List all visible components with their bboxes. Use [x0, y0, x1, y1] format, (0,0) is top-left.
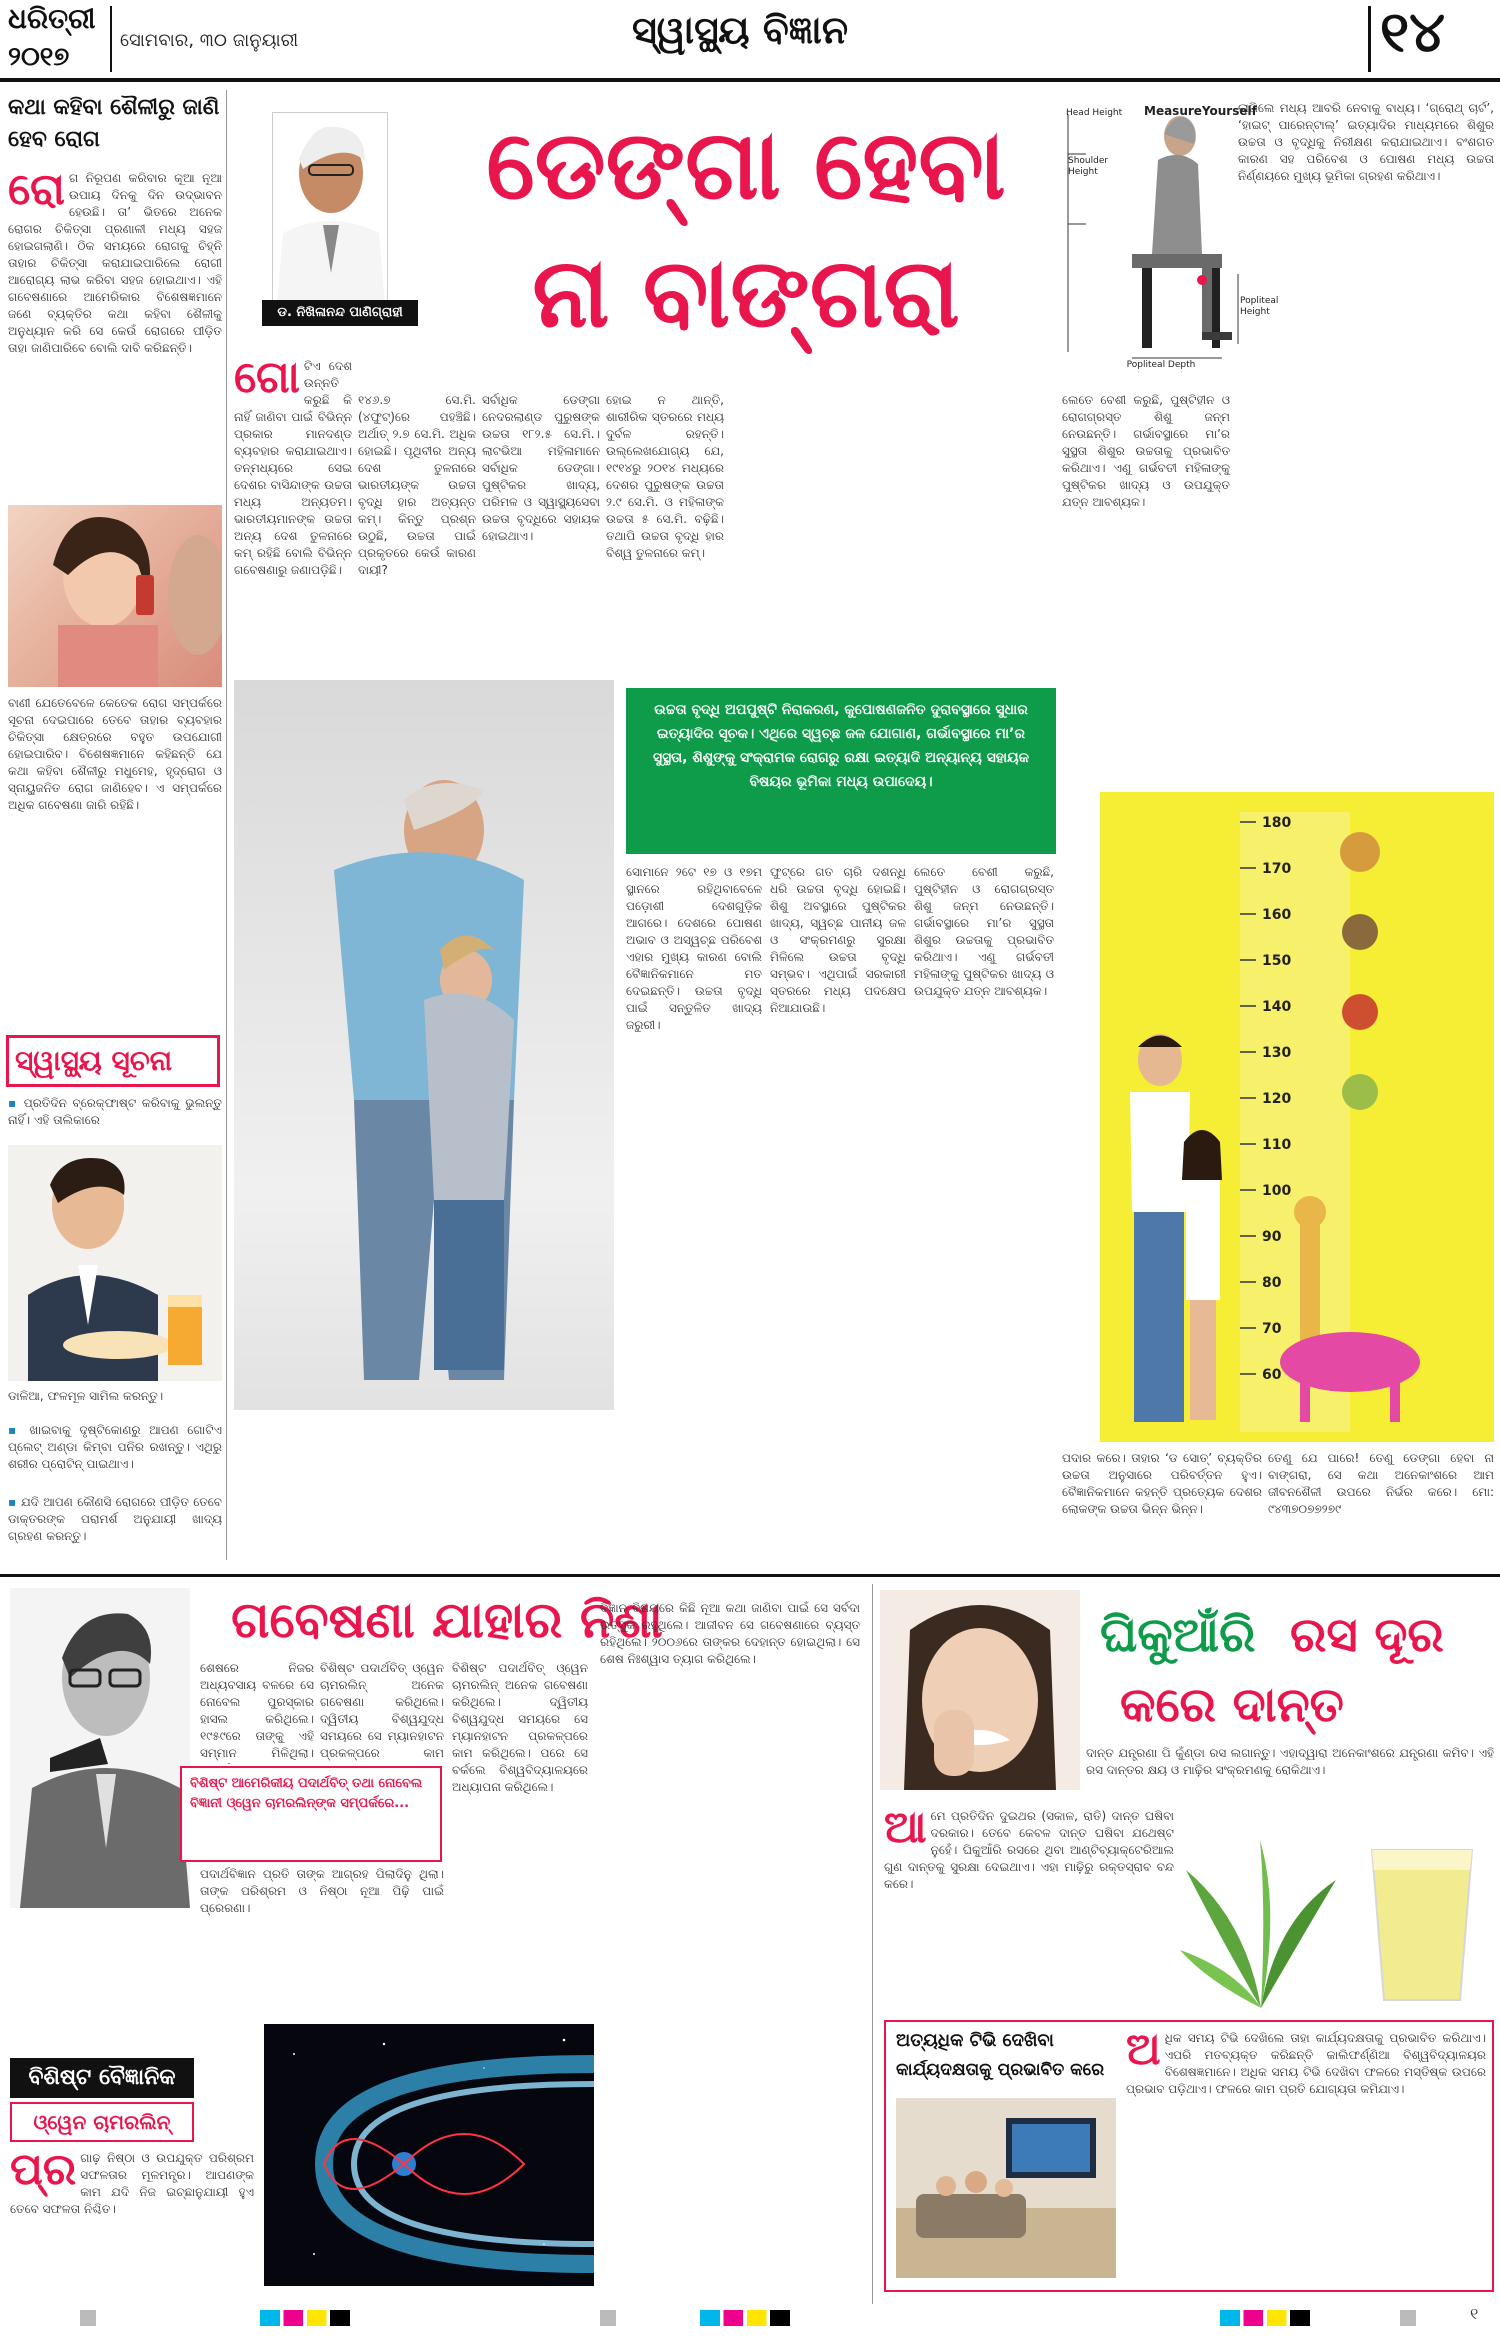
aloe-headline-green: ଘିକୁଆଁରି	[1100, 1607, 1256, 1663]
main-col-5: ଲେତେ ବେଶୀ କରୁଛି, ପୁଷ୍ଟିହୀନ ଓ ରୋଗଗ୍ରସ୍ତ ଶିଶୁ ଜନ୍ମ ନେଉଛନ୍ତି। ଗର୍ଭାବସ୍ଥାରେ ମା’ର ସୁସ୍ଥତା ଶିଶୁର ଉଚ୍ଚତାକୁ ପ୍ରଭାବିତ କରିଥାଏ। ଏଣୁ ଗର୍ଭବତୀ ମହିଳାଙ୍କୁ ପୁଷ୍ଟିକର ଖାଦ୍ୟ ଓ ଉପଯୁକ୍ତ ଯତ୍ନ ଆବଶ୍ୟକ।	[1062, 393, 1230, 509]
couple-hug-image	[234, 680, 614, 1410]
issue-date: ସୋମବାର, ୩୦ ଜାନୁୟାରୀ	[120, 30, 299, 51]
main-col-6: ଲାଗିଲେ ମଧ୍ୟ ଆବରି ନେବାକୁ ବାଧ୍ୟ। ‘ଗ୍ରୋଥ୍ ଚାର୍ଟ’, ‘ହାଇଟ୍ ପାରେନ୍ଟାଲ୍’ ଇତ୍ୟାଦିର ମାଧ୍ୟମରେ ଶିଶୁର ଉଚ୍ଚତା ଓ ବୃଦ୍ଧିକୁ ନିରୀକ୍ଷଣ କରାଯାଇଥାଏ। ବଂଶଗତ କାରଣ ସହ ପରିବେଶ ଓ ପୋଷଣ ମଧ୍ୟ ଉଚ୍ଚତା ନିର୍ଣ୍ଣୟରେ ମୁଖ୍ୟ ଭୂମିକା ଗ୍ରହଣ କରିଥାଏ।	[1238, 101, 1494, 183]
color-swatch-left	[260, 2310, 350, 2326]
growth-chart-image	[1100, 792, 1494, 1442]
main-dropcap: ଗୋ	[234, 358, 300, 403]
main-col-2: ୧୪୬.୭ ସେ.ମି.(୪ଫୁଟ୍)ରେ ପହଞ୍ଚିଛି। ଅର୍ଥାତ୍ ୨.୭ ସେ.ମି. ଅଧିକ ହୋଇଛି। ପୃଥିବୀର ଅନ୍ୟ ଦେଶ ତୁଳନାରେ ଭାରତୀୟଙ୍କ ଉଚ୍ଚତା ବୃଦ୍ଧି ହାର ଅତ୍ୟନ୍ତ କମ୍। କିନ୍ତୁ ପ୍ରଶ୍ନ ଉଠୁଛି, ଉଚ୍ଚତା ପାଇଁ ପ୍ରକୃତରେ କେଉଁ କାରଣ ଦାୟୀ?	[358, 393, 476, 577]
ruler-tick-label: 100	[1262, 1183, 1292, 1199]
aloe-headline-red2: କରେ ଦାନ୍ତ	[1120, 1677, 1344, 1733]
callout-text: ଉଚ୍ଚତା ବୃଦ୍ଧି ଅପପୁଷ୍ଟି ନିରାକରଣ, କୁପୋଷଣଜନିତ ଦୁରାବସ୍ଥାରେ ସୁଧାର ଇତ୍ୟାଦିର ସୂଚକ। ଏଥିରେ ସ୍ୱଚ୍ଛ ଜଳ ଯୋଗାଣ, ଗର୍ଭାବସ୍ଥାରେ ମା’ର ସୁସ୍ଥତା, ଶିଶୁଙ୍କୁ ସଂକ୍ରାମକ ରୋଗରୁ ରକ୍ଷା ଇତ୍ୟାଦି ଅନ୍ୟାନ୍ୟ ସହାୟକ ବିଷୟର ଭୂମିକା ମଧ୍ୟ ଉପାଦେୟ।	[652, 702, 1030, 790]
scientist-intro-text: ଗାଢ଼ ନିଷ୍ଠା ଓ ଉପଯୁକ୍ତ ପରିଶ୍ରମ ସଫଳତାର ମୂଳମନ୍ତ୍ର। ଆପଣଙ୍କ କାମ ଯଦି ନିଜ ଇଚ୍ଛାନୁଯାୟୀ ହୁଏ ତେବେ ସଫଳତା ନିଶ୍ଚିତ।	[10, 2151, 254, 2216]
ruler-tick-label: 130	[1262, 1045, 1292, 1061]
health-tips-title: ସ୍ୱାସ୍ଥ୍ୟ ସୂଚନା	[15, 1044, 173, 1077]
family-tv-image	[896, 2098, 1116, 2278]
paper-name: ଧରିତ୍ରୀ	[8, 2, 96, 35]
color-swatch-right	[1220, 2310, 1310, 2326]
health-tip-1-text: ପ୍ରତିଦିନ ବ୍ରେକ୍‌ଫାଷ୍ଟ କରିବାକୁ ଭୁଲନ୍ତୁ ନାହିଁ। ଏହି ତାଲିକାରେ	[8, 1096, 222, 1127]
left-article-body	[8, 170, 222, 500]
ruler-tick-label: 110	[1262, 1137, 1292, 1153]
tv-story-box	[884, 2020, 1494, 2292]
scientist-col-3: ବିଜ୍ଞାନ ବିଷୟରେ କିଛି ନୂଆ କଥା ଜାଣିବା ପାଇଁ ସେ ସର୍ବଦା ଉତ୍ସୁକ ରହୁଥିଲେ। ଆଜୀବନ ସେ ଗବେଷଣାରେ ବ୍ୟସ୍ତ ରହିଥିଲେ। ୨୦୦୬ରେ ତାଙ୍କର ଦେହାନ୍ତ ହୋଇଥିଲା। ସେ ଶେଷ ନିଃଶ୍ୱାସ ତ୍ୟାଗ କରିଥିଲେ।	[600, 1601, 860, 1666]
tv-body-text: ଧିକ ସମୟ ଟିଭି ଦେଖିଲେ ତାହା କାର୍ଯ୍ୟଦକ୍ଷତାକୁ ପ୍ରଭାବିତ କରିଥାଏ। ଏପରି ମତବ୍ୟକ୍ତ କରିଛନ୍ତି କାଲିଫର୍ଣ୍ଣିଆ ବିଶ୍ୱବିଦ୍ୟାଳୟର ବିଶେଷଜ୍ଞମାନେ। ଅଧିକ ସମୟ ଟିଭି ଦେଖିବା ଫଳରେ ମସ୍ତିଷ୍କ ଉପରେ ପ୍ରଭାବ ପଡ଼ିଥାଏ। ଫଳରେ କାମ ପ୍ରତି ଯୋଗ୍ୟତା କମିଯାଏ।	[1126, 2031, 1486, 2096]
measure-shoulder-label: Shoulder Height	[1068, 156, 1109, 177]
author-photo	[272, 112, 388, 302]
measure-depth-label: Popliteal Depth	[1126, 360, 1196, 370]
tv-subtitle: କାର୍ଯ୍ୟଦକ୍ଷତାକୁ ପ୍ରଭାବିତ କରେ	[896, 2060, 1105, 2080]
left-dropcap: ରୋ	[8, 170, 66, 215]
main-col-4: ହୋଇ ନ ଥାନ୍ତି, ଶାରୀରିକ ସ୍ତରରେ ମଧ୍ୟ ଦୁର୍ବଳ ରହନ୍ତି। ଉଲ୍ଲେଖଯୋଗ୍ୟ ଯେ, ୧୯୧୪ରୁ ୨୦୧୪ ମଧ୍ୟରେ ଦେଶର ପୁରୁଷଙ୍କ ଉଚ୍ଚତା ୨.୯ ସେ.ମି. ଓ ମହିଳାଙ୍କ ଉଚ୍ଚତା ୫ ସେ.ମି. ବଢ଼ିଛି। ତଥାପି ଉଚ୍ଚତା ବୃଦ୍ଧି ହାର ବିଶ୍ୱ ତୁଳନାରେ କମ୍।	[606, 393, 724, 560]
page-number: ୧୪	[1380, 0, 1446, 65]
ruler-tick-label: 140	[1262, 999, 1292, 1015]
kids-illustration	[1130, 1034, 1222, 1422]
aloe-headline-red1: ରସ ଦୂର	[1290, 1607, 1444, 1663]
main-col-10: ତେଣୁ ଯେ ପାରେ! ତେଣୁ ଡେଙ୍ଗା ହେବା ନା ବାଙ୍ଗରା, ସେ କଥା ଅନେକାଂଶରେ ଆମ ଜୀବନଶୈଳୀ ଉପରେ ନିର୍ଭର କରେ। ମୋ: ୯୪୩୭୦୭୭୨୭୯	[1268, 1451, 1494, 1516]
bottom-column-divider	[872, 1584, 873, 2304]
main-col-1-text: ଟିଏ ଦେଶ ଉନ୍ନତି କରୁଛି କି ନାହିଁ ଜାଣିବା ପାଇଁ ବିଭିନ୍ନ ପ୍ରକାର ମାନଦଣ୍ଡ ବ୍ୟବହାର କରାଯାଇଥାଏ। ତନ୍ମଧ୍ୟରେ ସେଇ ଦେଶର ବାସିନ୍ଦାଙ୍କ ଉଚ୍ଚତା ମଧ୍ୟ ଅନ୍ୟତମ। ଭାରତୀୟମାନଙ୍କ ଉଚ୍ଚତା ଅନ୍ୟ ଦେଶ ତୁଳନାରେ କମ୍ ରହିଛି ବୋଲି ବିଭିନ୍ନ ଗବେଷଣାରୁ ଜଣାପଡ଼ିଛି।	[234, 359, 352, 577]
masthead-divider	[110, 6, 112, 72]
ruler-tick-label: 70	[1262, 1321, 1282, 1337]
left-article-continued: ବାଣୀ ଯେତେବେଳେ କେତେକ ରୋଗ ସମ୍ପର୍କରେ ସୂଚନା ଦେଇପାରେ ତେବେ ତାହାର ବ୍ୟବହାର ଚିକିତ୍ସା କ୍ଷେତ୍ରରେ ବହୁତ ଉପଯୋଗୀ ହୋଇପାରିବ। ବିଶେଷଜ୍ଞମାନେ କହିଛନ୍ତି ଯେ କଥା କହିବା ଶୈଳୀରୁ ମଧୁମେହ, ହୃଦ୍‌ରୋଗ ଓ ସ୍ନାୟୁଜନିତ ରୋଗ ଜାଣିହେବ। ଏ ସମ୍ପର୍କରେ ଅଧିକ ଗବେଷଣା ଜାରି ରହିଛି।	[8, 696, 222, 812]
aloe-body	[884, 1808, 1174, 2008]
footer-registration-marks	[0, 2300, 1500, 2338]
masthead-divider-right	[1368, 6, 1371, 72]
health-tip-2-text: ଡାଳିଆ, ଫଳମୂଳ ସାମିଲ କରନ୍ତୁ।	[8, 1389, 164, 1403]
toothache-woman-image	[880, 1590, 1080, 1790]
woman-drinking-image	[8, 505, 222, 687]
aloe-juice-glass-image	[1352, 1830, 1492, 2008]
left-column-divider	[226, 90, 227, 1560]
health-tip-3-text: ଖାଇବାକୁ ଦୃଷ୍ଟିକୋଣରୁ ଆପଣ ଗୋଟିଏ ପ୍ଲେଟ୍ ଅଣ୍ଡା କିମ୍ବା ପନିର ରଖନ୍ତୁ। ଏଥିରୁ ଶରୀର ପ୍ରୋଟିନ୍ ପାଇଥାଏ।	[8, 1423, 222, 1471]
scientist-dropcap: ପ୍ର	[10, 2150, 77, 2195]
bullet-icon: ▪	[8, 1096, 19, 1110]
tv-title: ଅତ୍ୟଧିକ ଟିଭି ଦେଖିବା	[896, 2030, 1054, 2051]
health-tip-1	[8, 1095, 222, 1135]
left-body-text: ଗ ନିରୂପଣ କରିବାର କୂଆ ନୂଆ ଉପାୟ ଦିନକୁ ଦିନ ଉଦ୍ଭାବନ ହେଉଛି। ତା’ ଭିତରେ ଅନେକ ରୋଗର ଚିକିତ୍ସା ପ୍ରଣାଳୀ ମଧ୍ୟ ସହଜ ହୋଇଗଲାଣି। ଠିକ ସମୟରେ ରୋଗକୁ ଚିହ୍ନି ତାହାର ଚିକିତ୍ସା କରାଯାଇପାରିଲେ ରୋଗୀ ଆରୋଗ୍ୟ ଲାଭ କରିବା ସହଜ ହୋଇଥାଏ। ଏହି ଗବେଷଣାରେ ଆମେରିକାର ବିଶେଷଜ୍ଞମାନେ ଜଣେ ବ୍ୟକ୍ତିର କଥା କହିବା ଶୈଳୀକୁ ଅନୁଧ୍ୟାନ କରି ସେ କେଉଁ ରୋଗରେ ପୀଡ଼ିତ ତାହା ଜାଣିପାରିବେ ବୋଲି ଦାବି କରିଛନ୍ତି।	[8, 171, 222, 355]
main-col-3: ସର୍ବାଧିକ ଡେଙ୍ଗା ନେଦରଲାଣ୍ଡ ପୁରୁଷଙ୍କ ଉଚ୍ଚତା ୧୮୨.୫ ସେ.ମି.। ଲାଟଭିଆ ମହିଳାମାନେ ସର୍ବାଧିକ ଡେଙ୍ଗା। ପୁଷ୍ଟିକର ଖାଦ୍ୟ, ପରିମଳ ଓ ସ୍ୱାସ୍ଥ୍ୟସେବା ଉଚ୍ଚତା ବୃଦ୍ଧିରେ ସହାୟକ ହୋଇଥାଏ।	[482, 393, 600, 543]
registration-mark-mid	[600, 2310, 616, 2326]
measure-head-label: Head Height	[1066, 108, 1123, 118]
scientist-col-1b: ପଦାର୍ଥବିଜ୍ଞାନ ପ୍ରତି ତାଙ୍କ ଆଗ୍ରହ ପିଲାଦିନୁ ଥିଲା। ତାଙ୍କ ପରିଶ୍ରମ ଓ ନିଷ୍ଠା ନୂଆ ପିଢ଼ି ପାଇଁ ପ୍ରେରଣା।	[200, 1867, 444, 1915]
aloe-body-text: ମେ ପ୍ରତିଦିନ ଦୁଇଥର (ସକାଳ, ରାତି) ଦାନ୍ତ ଘଷିବା ଦରକାର। ତେବେ କେବଳ ଦାନ୍ତ ଘଷିବା ଯଥେଷ୍ଟ ନୁହେଁ। ଘିକୁଆଁରି ରସରେ ଥିବା ଆଣ୍ଟିବ୍ୟାକ୍ଟେରିଆଲ ଗୁଣ ଦାନ୍ତକୁ ସୁରକ୍ଷା ଦେଇଥାଏ। ଏହା ମାଢ଼ିରୁ ରକ୍ତସ୍ରାବ ବନ୍ଦ କରେ।	[884, 1809, 1174, 1891]
ruler-tick-label: 160	[1262, 907, 1292, 923]
ruler-tick-label: 80	[1262, 1275, 1282, 1291]
main-col-8: ଫୁଟ୍‌ରେ ଗତ ଚାରି ଦଶନ୍ଧି ଧରି ଉଚ୍ଚତା ବୃଦ୍ଧି ହୋଇଛି। ଶିଶୁ ଅବସ୍ଥାରେ ପୁଷ୍ଟିକର ଖାଦ୍ୟ, ସ୍ୱଚ୍ଛ ପାନୀୟ ଜଳ ଓ ସଂକ୍ରମଣରୁ ସୁରକ୍ଷା ମିଳିଲେ ଉଚ୍ଚତା ବୃଦ୍ଧି ସମ୍ଭବ। ଏଥିପାଇଁ ସରକାରୀ ସ୍ତରରେ ମଧ୍ୟ ପଦକ୍ଷେପ ନିଆଯାଉଛି।	[770, 865, 906, 1015]
man-breakfast-image	[8, 1145, 222, 1381]
bullet-icon: ▪	[8, 1423, 21, 1437]
scientist-col-2b: ବିଶିଷ୍ଟ ପଦାର୍ଥବିତ୍ ଓ୍ୱେନ ଚାମରଲିନ୍ ଅନେକ ଗବେଷଣା କରିଥିଲେ। ଦ୍ୱିତୀୟ ବିଶ୍ୱଯୁଦ୍ଧ ସମୟରେ ସେ ମ୍ୟାନହାଟନ ପ୍ରକଳ୍ପରେ କାମ କରିଥିଲେ। ପରେ ସେ ବର୍କଲେ ବିଶ୍ୱବିଦ୍ୟାଳୟରେ ଅଧ୍ୟାପନା କରିଥିଲେ।	[452, 1661, 588, 1794]
health-tip-2	[8, 1388, 222, 1424]
pull-quote-text: ବିଶିଷ୍ଟ ଆମେରିକୀୟ ପଦାର୍ଥବିତ୍ ତଥା ନୋବେଲ ବିଜ୍ଞାନୀ ଓ୍ୱେନ ଚାମରଲିନ୍‌ଙ୍କ ସମ୍ପର୍କରେ...	[190, 1776, 423, 1811]
measure-title: MeasureYourself	[1144, 104, 1257, 118]
height-ruler	[1100, 792, 1494, 1442]
ruler-tick-label: 150	[1262, 953, 1292, 969]
scientist-label-light: ଓ୍ୱେନ ଚାମରଲିନ୍	[10, 2102, 194, 2142]
health-tip-3	[8, 1422, 222, 1492]
section-title: ସ୍ୱାସ୍ଥ୍ୟ ବିଜ୍ଞାନ	[631, 8, 849, 52]
main-col-11-text: ଲେତେ ବେଶୀ କରୁଛି, ପୁଷ୍ଟିହୀନ ଓ ରୋଗଗ୍ରସ୍ତ ଶିଶୁ ଜନ୍ମ ନେଉଛନ୍ତି। ଗର୍ଭାବସ୍ଥାରେ ମା’ର ସୁସ୍ଥତା ଶିଶୁର ଉଚ୍ଚତାକୁ ପ୍ରଭାବିତ କରିଥାଏ। ଏଣୁ ଗର୍ଭବତୀ ମହିଳାଙ୍କୁ ପୁଷ୍ଟିକର ଖାଦ୍ୟ ଓ ଉପଯୁକ୍ତ ଯତ୍ନ ଆବଶ୍ୟକ।	[914, 865, 1054, 998]
paper-year: ୨୦୧୭	[8, 42, 70, 72]
health-tip-4	[8, 1494, 222, 1560]
scientist-col-1: ଶେଷରେ ନିଜର ଅଧ୍ୟବସାୟ ବଳରେ ସେ ନୋବେଲ ପୁରସ୍କାର ହାସଲ କରିଥିଲେ। ୧୯୫୯ରେ ତାଙ୍କୁ ଏହି ସମ୍ମାନ ମିଳିଥିଲା।	[200, 1661, 314, 1760]
ruler-tick-label: 180	[1262, 815, 1292, 831]
ruler-tick-label: 60	[1262, 1367, 1282, 1383]
footer-page-marker: ୧	[1470, 2304, 1479, 2323]
main-col-9: ପଦାର କରେ। ତାହାର ‘ଡ ସୋତ୍’ ବ୍ୟକ୍ତିର ଉଚ୍ଚତା ଅନୁସାରେ ପରିବର୍ତ୍ତନ ହୁଏ। ବୈଜ୍ଞାନିକମାନେ କହନ୍ତି ପ୍ରତ୍ୟେକ ଦେଶର ଲୋକଙ୍କ ଉଚ୍ଚତା ଭିନ୍ନ ଭିନ୍ନ।	[1062, 1451, 1262, 1516]
aloe-vera-image	[1176, 1830, 1346, 2008]
space-field-image	[264, 2024, 594, 2286]
main-col-11	[914, 864, 1054, 1570]
ruler-tick-label: 120	[1262, 1091, 1292, 1107]
registration-mark-right	[1400, 2310, 1416, 2326]
health-tips-box	[6, 1035, 220, 1087]
ruler-tick-label: 90	[1262, 1229, 1282, 1245]
tv-body	[1126, 2030, 1486, 2286]
bullet-icon: ▪	[8, 1495, 17, 1509]
aloe-dropcap: ଆ	[884, 1808, 927, 1853]
scientist-headline: ଗବେଷଣା ଯାହାର ନିଶା	[231, 1591, 663, 1649]
left-headline: କଥା କହିବା ଶୈଳୀରୁ ଜାଣି ହେବ ରୋଗ	[8, 95, 220, 152]
health-tip-4-text: ଯଦି ଆପଣ କୌଣସି ରୋଗରେ ପୀଡ଼ିତ ତେବେ ଡାକ୍ତରଙ୍କ ପରାମର୍ଶ ଅନୁଯାୟୀ ଖାଦ୍ୟ ଗ୍ରହଣ କରନ୍ତୁ।	[8, 1495, 222, 1543]
registration-mark-left	[80, 2310, 96, 2326]
color-swatch-mid	[700, 2310, 790, 2326]
main-headline-line2: ନା ବାଙ୍ଗରା	[532, 237, 960, 349]
tv-dropcap: ଅ	[1126, 2030, 1161, 2075]
scientist-pull-quote	[180, 1766, 442, 1862]
scientist-photo	[10, 1588, 190, 1908]
masthead-rule	[0, 78, 1500, 82]
main-headline-line1: ଡେଙ୍ଗା ହେବା	[486, 109, 1006, 221]
main-col-7: ସୋମାନେ ୨ଟେ ୧୭ ଓ ୧୭ମ ସ୍ଥାନରେ ରହିଥିବାବେଳେ ପଡ଼ୋଶୀ ଦେଶଗୁଡ଼ିକ ଆଗରେ। ଦେଶରେ ପୋଷଣ ଅଭାବ ଓ ଅସ୍ୱଚ୍ଛ ପରିବେଶ ଏହାର ମୁଖ୍ୟ କାରଣ ବୋଲି ବୈଜ୍ଞାନିକମାନେ ମତ ଦେଇଛନ୍ତି। ଉଚ୍ଚତା ବୃଦ୍ଧି ପାଇଁ ସନ୍ତୁଳିତ ଖାଦ୍ୟ ଜରୁରୀ।	[626, 865, 762, 1032]
scientist-col-2: ବିଶିଷ୍ଟ ପଦାର୍ଥବିତ୍ ଓ୍ୱେନ ଚାମରଲିନ୍ ଅନେକ ଗବେଷଣା କରିଥିଲେ। ଦ୍ୱିତୀୟ ବିଶ୍ୱଯୁଦ୍ଧ ସମୟରେ ସେ ମ୍ୟାନହାଟନ ପ୍ରକଳ୍ପରେ କାମ	[320, 1661, 444, 1760]
masthead	[0, 0, 1500, 82]
ruler-tick-label: 170	[1262, 861, 1292, 877]
scientist-intro	[10, 2150, 254, 2280]
section-divider	[0, 1574, 1500, 1577]
author-name-tag: ଡ. ନିଖିଳାନନ୍ଦ ପାଣିଗ୍ରାହୀ	[262, 300, 418, 326]
measure-popliteal-label: Popliteal Height	[1240, 296, 1279, 317]
main-col-1	[234, 358, 352, 670]
scientist-label-dark: ବିଶିଷ୍ଟ ବୈଜ୍ଞାନିକ	[10, 2058, 194, 2098]
aloe-intro: ଦାନ୍ତ ଯନ୍ତ୍ରଣା ପି କୁଁଣ୍ଡା ରସ ଲଗାନ୍ତୁ। ଏହାଦ୍ୱାରା ଅନେକାଂଶରେ ଯନ୍ତ୍ରଣା କମିବ। ଏହି ରସ ଦାନ୍ତର କ୍ଷୟ ଓ ମାଢ଼ିର ସଂକ୍ରମଣକୁ ରୋକିଥାଏ।	[1086, 1746, 1494, 1777]
callout-box	[626, 688, 1056, 854]
